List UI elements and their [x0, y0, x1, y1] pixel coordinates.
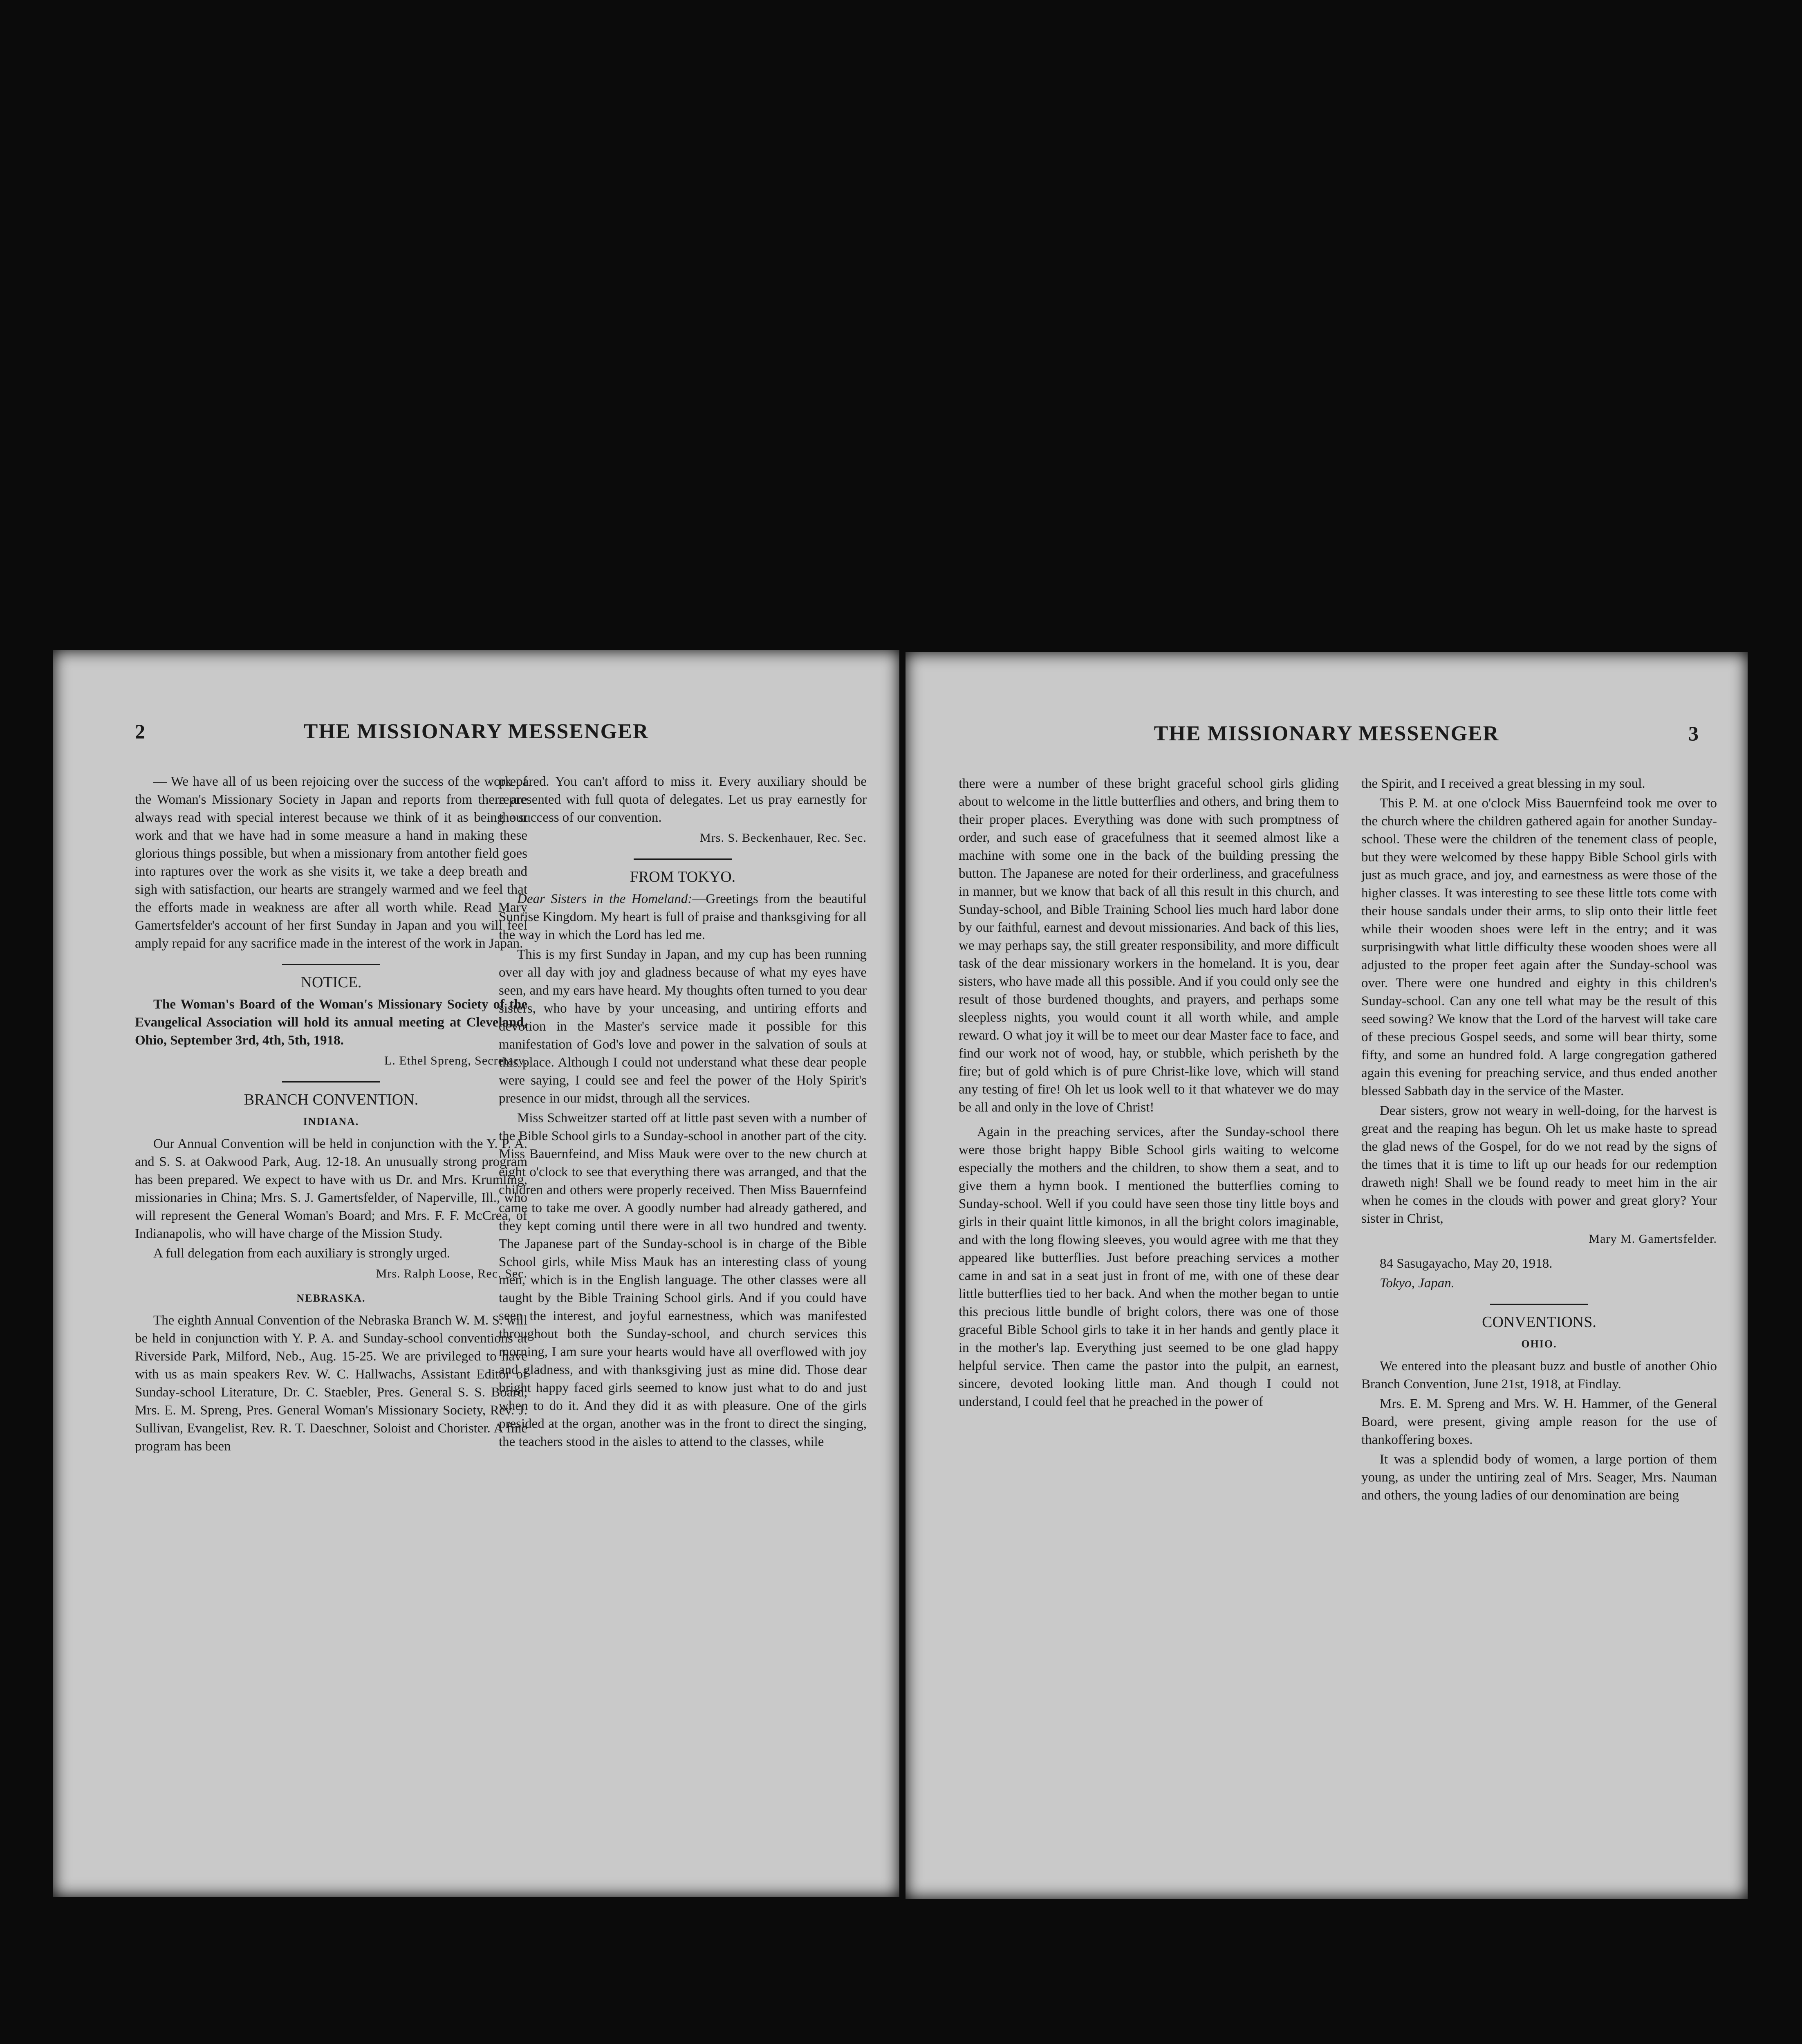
left-page-column-1	[135, 773, 527, 1457]
subsection-heading: INDIANA.	[303, 1116, 359, 1127]
body-paragraph: This P. M. at one o'clock Miss Bauernfeind took me over to the church where the children gathered again for another Sunday-school. These were the children of the tenement class of people, but they were welcomed by these happy Bible School girls with just as much grace, and joy, and earnestness as were those of the higher classes. It was interesting to see these little tots come with their house sandals under their arms, to slip onto their little feet while their wooden shoes were left in the entry; and it was surprisingwith what little difficulty these wooden shoes were all adjusted to the proper feet again after the Sunday-school was over. There were one hundred and eighty in this children's Sunday-school. Can any one tell what may be the result of this seed sowing? We know that the Lord of the harvest will take care of these precious Gospel seeds, and some will bear thirty, some fifty, and some an hundred fold. A large congregation gathered again this evening for preaching service, and thus ended another blessed Sabbath day in the service of the Master.	[1361, 796, 1717, 1098]
signature: Mrs. Ralph Loose, Rec. Sec.	[376, 1267, 527, 1280]
signature: Mrs. S. Beckenhauer, Rec. Sec.	[700, 831, 867, 845]
body-paragraph: This is my first Sunday in Japan, and my cup has been running over all day with joy and gladness because of what my eyes have seen, and my ears have heard. My thoughts often turned to you dear sisters, who have by your unceasing, and untiring efforts and devotion in the Master's service made it possible for this manifestation of God's love and power in the salvation of souls at this place. Although I could not understand what these dear people were saying, I could see and feel the power of the Holy Spirit's presence in our midst, through all the services.	[499, 947, 867, 1106]
page-header-title: THE MISSIONARY MESSENGER	[303, 720, 649, 743]
body-paragraph: Miss Schweitzer started off at little past seven with a number of the Bible School girls to a Sunday-school in another part of the city. Miss Bauernfeind, and Miss Mauk were over to the new church at eight o'clock to see that everything there was arranged, and that the children and others were properly received. Then Miss Bauernfeind came to take me over. A goodly number had already gathered, and they kept coming until there were in all two hundred and twenty. The Japanese part of the Sunday-school is in charge of the Bible School girls, while Miss Mauk has an interesting class of young men, which is in the English language. The other classes were all taught by the Bible Training School girls. And if you could have seen the interest, and joyful earnestness, which was manifested throughout both the Sunday-school, and church services this morning, I am sure your hearts would have all overflowed with joy and gladness, and with thanksgiving just as mine did. Those dear bright happy faced girls seemed to know just what to do and just when to do it. And they did it as with pleasure. One of the girls presided at the organ, another was in the front to direct the singing, the teachers stood in the aisles to attend to the classes, while	[499, 1111, 867, 1449]
body-paragraph: Mrs. E. M. Spreng and Mrs. W. H. Hammer, of the General Board, were present, giving ample reason for the use of thankoffering boxes.	[1361, 1396, 1717, 1447]
body-paragraph: A full delegation from each auxiliary is strongly urged.	[153, 1246, 450, 1261]
salutation: Dear Sisters in the Homeland:	[517, 892, 693, 906]
divider	[282, 1081, 380, 1083]
subsection-heading: NEBRASKA.	[296, 1292, 366, 1304]
left-page-column-2	[499, 773, 867, 1452]
body-paragraph: The eighth Annual Convention of the Nebraska Branch W. M. S. will be held in conjunction with Y. P. A. and Sunday-school conventions at Riverside Park, Milford, Neb., Aug. 15-25. We are privileged to have with us as main speakers Rev. W. C. Hallwachs, Assistant Editor of Sunday-school Literature, Dr. C. Staebler, Pres. General S. S. Board, Mrs. E. M. Spreng, Pres. General Woman's Missionary Society, Rev. J. Sullivan, Evangelist, Rev. R. T. Daeschner, Soloist and Chorister. A fine program has been	[135, 1313, 527, 1454]
left-page-header	[53, 719, 899, 748]
left-page	[53, 650, 899, 1897]
page-header-title: THE MISSIONARY MESSENGER	[1154, 722, 1499, 745]
section-heading: FROM TOKYO.	[630, 868, 736, 885]
page-number: 2	[135, 720, 145, 743]
body-paragraph: Our Annual Convention will be held in conjunction with the Y. P. A. and S. S. at Oakwood Park, Aug. 12-18. An unusually strong program has been prepared. We expect to have with us Dr. and Mrs. Krumling, missionaries in China; Mrs. S. J. Gamertsfelder, of Naperville, Ill., who will represent the General Woman's Board; and Mrs. F. F. McCrea, of Indianapolis, who will have charge of the Mission Study.	[135, 1136, 527, 1241]
divider	[1490, 1304, 1588, 1305]
right-page-column-1	[959, 775, 1339, 1412]
body-paragraph: We entered into the pleasant buzz and bustle of another Ohio Branch Convention, June 21st, 1918, at Findlay.	[1361, 1359, 1717, 1392]
address-line: Tokyo, Japan.	[1380, 1276, 1455, 1291]
body-paragraph: the Spirit, and I received a great blessing in my soul.	[1361, 776, 1645, 791]
address-line: 84 Sasugayacho, May 20, 1918.	[1380, 1256, 1553, 1271]
editorial-paragraph: — We have all of us been rejoicing over the success of the work of the Woman's Missionary Society in Japan and reports from there are always read with special interest because we think of it as being our work and that we have had in some measure a hand in making these glorious things possible, but when a missionary from antother field goes into raptures over the work as she visits it, we take a deep breath and sigh with satisfaction, our hearts are strangely warmed and we feel that the efforts made in weakness are after all worth while. Read Mary Gamertsfelder's account of her first Sunday in Japan and you will feel amply repaid for any sacrifice made in the interest of the work in Japan.	[135, 774, 527, 951]
subsection-heading: OHIO.	[1521, 1338, 1557, 1350]
body-paragraph: —Greetings from the beautiful Sunrise Kingdom. My heart is full of praise and thanksgiving for all the way in which the Lord has led me.	[499, 892, 867, 942]
right-page	[905, 652, 1748, 1899]
right-page-header	[905, 722, 1748, 750]
divider	[282, 964, 380, 965]
signature: Mary M. Gamertsfelder.	[1589, 1232, 1717, 1246]
body-paragraph: Dear sisters, grow not weary in well-doing, for the harvest is great and the reaping has begun. Oh let us make haste to spread the glad news of the Gospel, for do we not read by the signs of the times that it is time to lift up our heads for our redemption draweth nigh! Shall we be found ready to meet him in the air when he comes in the clouds with power and great glory? Your sister in Christ,	[1361, 1103, 1717, 1226]
notice-signature: L. Ethel Spreng, Secretary.	[384, 1054, 527, 1067]
page-number: 3	[1688, 722, 1699, 745]
body-paragraph: prepared. You can't afford to miss it. Every auxiliary should be represented with full quota of delegates. Let us pray earnestly for the success of our convention.	[499, 774, 867, 825]
right-page-column-2	[1361, 775, 1717, 1506]
body-paragraph: Again in the preaching services, after the Sunday-school there were those bright happy Bible School girls waiting to welcome especially the mothers and the children, to show them a seat, and to give them a hymn book. I mentioned the butterflies coming to Sunday-school. Well if you could have seen those tiny little boys and girls in their quaint little kimonos, in all the bright colors imaginable, and with the long flowing sleeves, you would agree with me that they appeared like butterflies. Just before preaching services a mother came in and sat in a seat just in front of me, with one of these dear little butterflies tied to her back. And when the mother began to untie this precious little bundle of bright colors, there was one of those graceful Bible School girls to take it in her hands and gently place it in the mother's lap. Everything just seemed to be one glad happy helpful service. Then came the pastor into the pulpit, an earnest, sincere, devoted looking little man. And though I could not understand, I could feel that he preached in the power of	[959, 1125, 1339, 1409]
notice-paragraph: The Woman's Board of the Woman's Missionary Society of the Evangelical Association will hold its annual meeting at Cleveland, Ohio, September 3rd, 4th, 5th, 1918.	[135, 997, 527, 1048]
divider	[634, 858, 732, 860]
section-heading: CONVENTIONS.	[1482, 1313, 1596, 1331]
section-heading: BRANCH CONVENTION.	[244, 1091, 419, 1108]
section-heading: NOTICE.	[300, 974, 362, 991]
body-paragraph: It was a splendid body of women, a large portion of them young, as under the untiring zeal of Mrs. Seager, Mrs. Nauman and others, the young ladies of our denomination are being	[1361, 1452, 1717, 1503]
body-paragraph: there were a number of these bright graceful school girls gliding about to welcome in the little butterflies and others, and bring them to their proper places. Everything was done with such promptness of order, and such ease of gracefulness that it seemed almost like a machine with some one in the back of the building pressing the button. The Japanese are noted for their orderliness, and gracefulness in manner, but we know that back of all this result in this church, and Sunday-school, and Bible Training School lies much hard labor done by our faithful, earnest and devout missionaries. And back of this lies, we may perhaps say, the still greater responsibility, and more difficult task of the dear missionary workers in the homeland. It is you, dear sisters, who have made all this possible. And if you could only see the result of those burdened thoughts, and prayers, and perhaps some sleepless nights, you would count it all worth while, and ample reward. O what joy it will be to meet our dear Master face to face, and find our work not of wood, hay, or stubble, which perisheth by the fire; but of gold which is of pure Christ-like love, which will stand any testing of fire! Oh let us look well to it that whatever we do may be all and only in the love of Christ!	[959, 776, 1339, 1115]
